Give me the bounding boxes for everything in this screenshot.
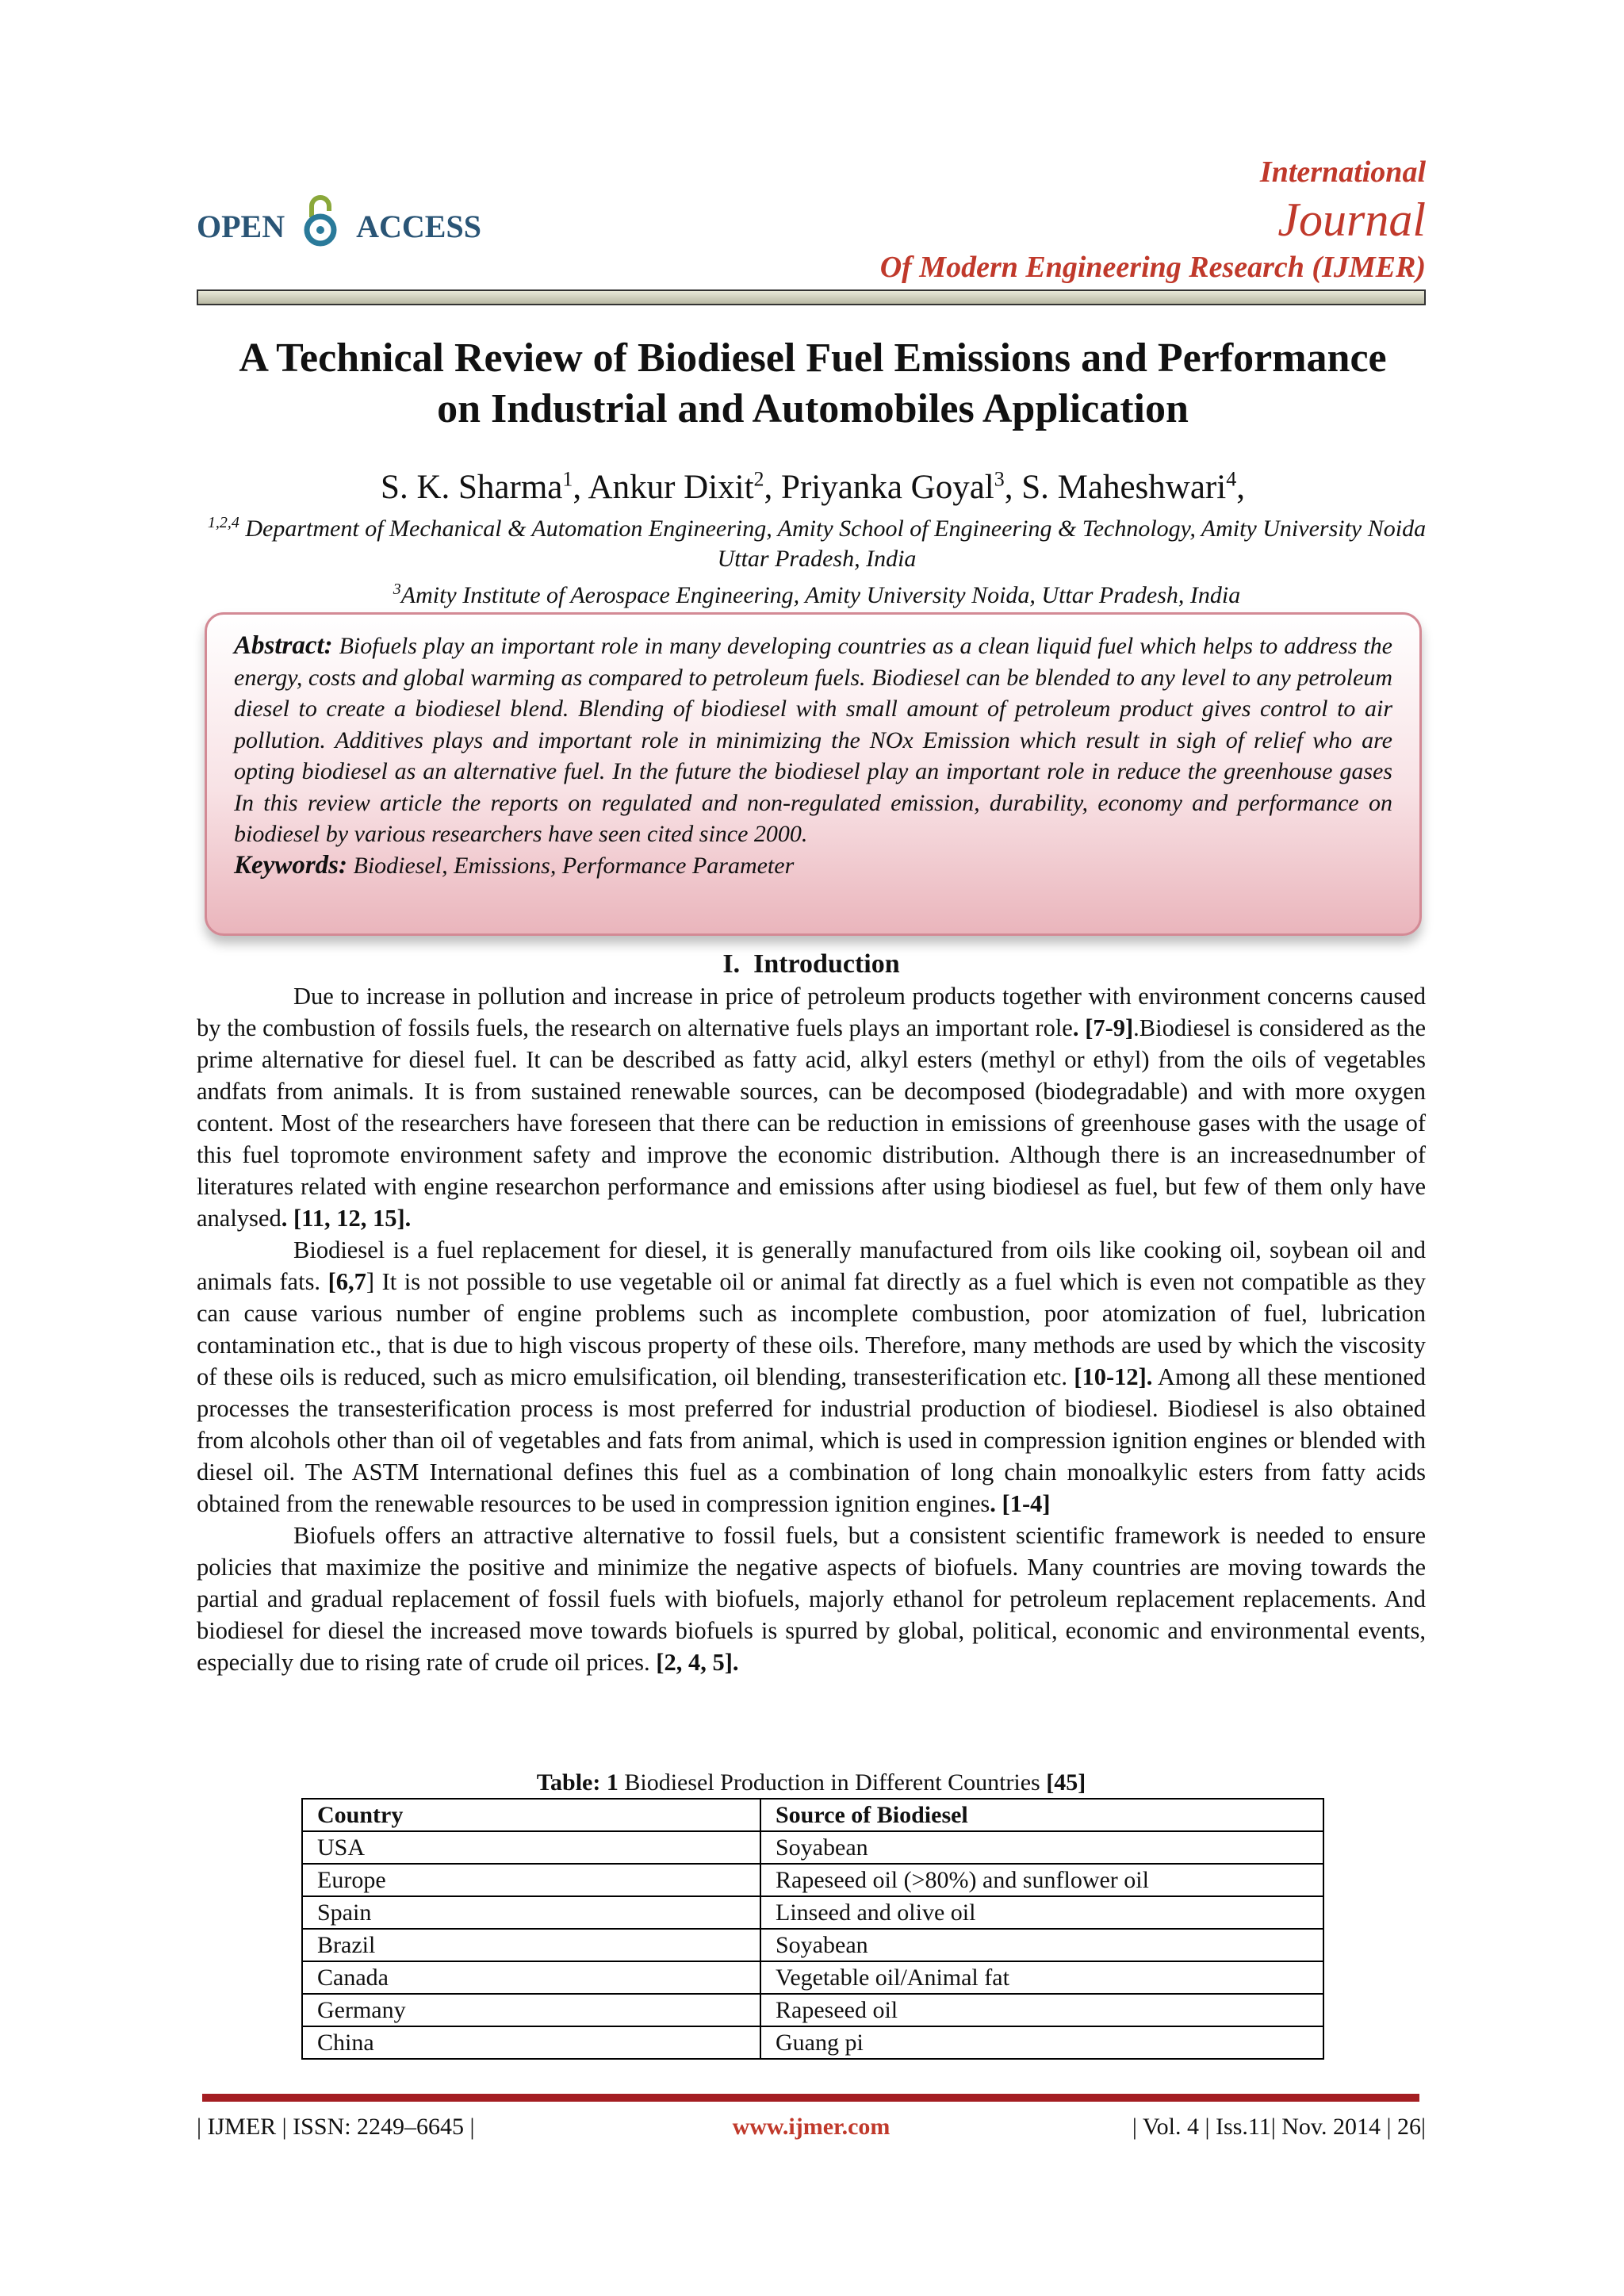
header-source: Source of Biodiesel xyxy=(760,1799,1323,1831)
affiliation-2: $^3$Amity Institute of Aerospace Engineering, Amity University Noida, Uttar Pradesh, India xyxy=(393,581,1241,608)
table-row: Europe Rapeseed oil (>80%) and sunflower oil xyxy=(302,1864,1323,1896)
body-text xyxy=(197,980,1426,1678)
author-list xyxy=(159,458,1467,509)
footer-rule xyxy=(202,2094,1419,2102)
author: S. K. Sharma$^1$, xyxy=(381,468,588,507)
keywords: Keywords: Biodiesel, Emissions, Performance Parameter xyxy=(234,850,795,880)
paper-title xyxy=(159,333,1467,435)
open-lock-icon xyxy=(301,190,340,262)
journal-line-1: International xyxy=(1259,155,1426,189)
affiliation-1: $^{1,2,4}$ Department of Mechanical & Automation Engineering, Amity School of Engineering & Technology, Amity University Noida Uttar Pradesh, India xyxy=(207,514,1427,572)
open-access-right: ACCESS xyxy=(356,208,481,244)
abstract-box xyxy=(205,612,1422,936)
author: Priyanka Goyal$^3$, xyxy=(781,468,1022,507)
journal-line-2: Journal xyxy=(1277,194,1426,246)
abstract-label: Abstract: xyxy=(234,631,333,660)
paragraph-2: Biodiesel is a fuel replacement for diesel, it is generally manufactured from oils like cooking oil, soybean oil and animals fats. [6,7] It is not possible to use vegetable oil or animal fat directly as a fuel which is even not compatible as they can cause various number of engine problems such as incomplete combustion, poor atomization of fuel, lubrication contamination etc., that is due to high viscous property of these oils. Therefore, many methods are used by which the viscosity of these oils is reduced, such as micro emulsification, oil blending, transesterification etc. [10-12]. Among all these mentioned processes the transesterification process is most preferred for industrial production of biodiesel. Biodiesel is also obtained from alcohols other than oil of vegetables and fats from animal, which is used in compression ignition engines or blended with diesel oil. The ASTM International defines this fuel as a combination of long chain monoalkylic esters from fatty acids obtained from the renewable resources to be used in compression ignition engines. [1-4] xyxy=(197,1236,1426,1517)
footer-website-link[interactable]: www.ijmer.com xyxy=(732,2114,891,2140)
title-line-2: on Industrial and Automobiles Application xyxy=(437,386,1189,431)
production-table xyxy=(301,1798,1324,2060)
section-heading: I. Introduction xyxy=(722,949,900,979)
open-access-left: OPEN xyxy=(197,208,285,244)
table-row: Spain Linseed and olive oil xyxy=(302,1896,1323,1929)
table-caption: Table: 1 Biodiesel Production in Different Countries [45] xyxy=(536,1769,1086,1796)
journal-masthead xyxy=(880,152,1426,287)
author: S. Maheshwari$^4$, xyxy=(1021,468,1245,507)
table-row: China Guang pi xyxy=(302,2026,1323,2059)
table-row: Brazil Soyabean xyxy=(302,1929,1323,1961)
table-row: Germany Rapeseed oil xyxy=(302,1994,1323,2026)
footer-volume-page: | Vol. 4 | Iss.11| Nov. 2014 | 26| xyxy=(1132,2114,1426,2140)
footer xyxy=(197,2110,1426,2145)
open-access-logo xyxy=(197,190,481,262)
author: Ankur Dixit$^2$, xyxy=(588,468,782,507)
affiliations xyxy=(182,508,1451,611)
keywords-label: Keywords: xyxy=(234,850,347,880)
header-rule xyxy=(197,289,1426,305)
abstract-text: Abstract: Biofuels play an important role in many developing countries as a clean liquid fuel which helps to address the energy, costs and global warming as compared to petroleum fuels. Biodiesel can be blended to any level to any petroleum diesel to create a biodiesel blend. Blending of biodiesel with small amount of petroleum product gives control to air pollution. Additives plays and important role in minimizing the NOx Emission which result in sigh of relief who are opting biodiesel as an alternative fuel. In the future the biodiesel play an important role in reduce the greenhouse gases In this review article the reports on regulated and non-regulated emission, durability, economy and performance on biodiesel by various researchers have seen cited since 2000. xyxy=(234,631,1392,847)
paragraph-3: Biofuels offers an attractive alternative to fossil fuels, but a consistent scientific framework is needed to ensure policies that maximize the positive and minimize the negative aspects of biofuels. Many countries are moving towards the partial and gradual replacement of fossil fuels with biofuels, majorly ethanol for petroleum replacement replacements. And biodiesel for diesel the increased move towards biofuels is spurred by global, political, economic and environmental events, especially due to rising rate of crude oil prices. [2, 4, 5]. xyxy=(197,1522,1426,1676)
table-row: Canada Vegetable oil/Animal fat xyxy=(302,1961,1323,1994)
table-header-row xyxy=(302,1799,1323,1831)
paragraph-1: Due to increase in pollution and increase in price of petroleum products together with environment concerns caused by the combustion of fossils fuels, the research on alternative fuels plays an important role. [7-9].Biodiesel is considered as the prime alternative for diesel fuel. It can be described as fatty acid, alkyl esters (methyl or ethyl) from the oils of vegetables andfats from animals. It is from sustained renewable sources, can be decomposed (biodegradable) and with more oxygen content. Most of the researchers have foreseen that there can be reduction in emissions of greenhouse gases with the usage of this fuel topromote environment safety and improve the economic distribution. Although there is an increasednumber of literatures related with engine researchon performance and emissions after using biodiesel as fuel, but few of them only have analysed. [11, 12, 15]. xyxy=(197,983,1426,1232)
title-line-1: A Technical Review of Biodiesel Fuel Emissions and Performance xyxy=(239,335,1387,381)
journal-line-3: Of Modern Engineering Research (IJMER) xyxy=(879,251,1426,284)
header-country: Country xyxy=(302,1799,760,1831)
footer-issn: | IJMER | ISSN: 2249–6645 | xyxy=(197,2114,475,2140)
table-row: USA Soyabean xyxy=(302,1831,1323,1864)
